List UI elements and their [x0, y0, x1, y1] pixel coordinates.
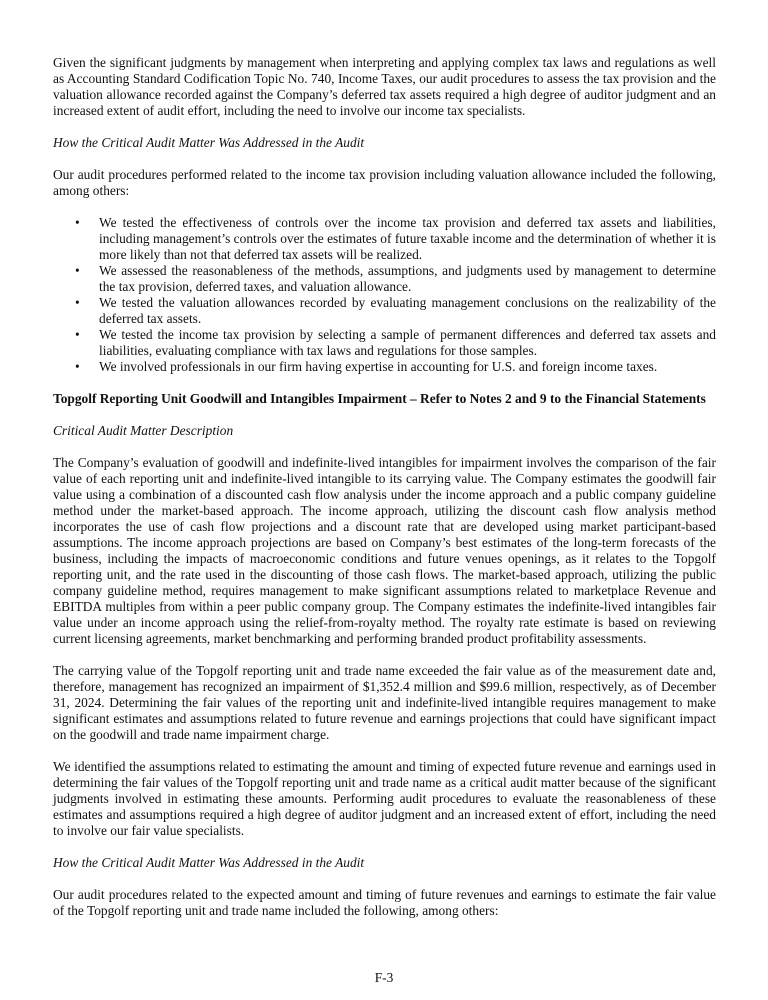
bullet-icon: •: [75, 215, 80, 230]
bullet-icon: •: [75, 327, 80, 342]
list-item-text: We tested the income tax provision by selecting a sample of permanent differences and deferred tax assets and liabilities, evaluating compliance with tax laws and regulations for those samples.: [99, 327, 716, 358]
description-paragraph-2: The carrying value of the Topgolf reporting unit and trade name exceeded the fair value as of the measurement date and, therefore, management has recognized an impairment of $1,352.4 million and $99.6 million, respectively, as of December 31, 2024. Determining the fair values of the reporting unit and indefinite-lived intangible requires management to make significant estimates and assumptions related to future revenue and earnings projections that could have significant impact on the goodwill and trade name impairment charge.: [53, 663, 716, 742]
list-item-text: We tested the valuation allowances recorded by evaluating management conclusions on the realizability of the deferred tax assets.: [99, 295, 716, 326]
section-heading-how-addressed: How the Critical Audit Matter Was Addressed in the Audit: [53, 135, 365, 150]
list-item: [53, 327, 716, 359]
bullet-icon: •: [75, 295, 80, 310]
list-item: [53, 295, 716, 327]
list-item-text: We involved professionals in our firm having expertise in accounting for U.S. and foreign income taxes.: [99, 359, 658, 374]
procedures-intro: Our audit procedures performed related to the income tax provision including valuation allowance included the following, among others:: [53, 167, 716, 198]
list-item-text: We assessed the reasonableness of the methods, assumptions, and judgments used by management to determine the tax provision, deferred taxes, and valuation allowance.: [99, 263, 716, 294]
document-page: [53, 55, 716, 935]
procedures-intro-2: Our audit procedures related to the expected amount and timing of future revenues and earnings to estimate the fair value of the Topgolf reporting unit and trade name included the following, among others:: [53, 887, 716, 918]
procedures-list: [53, 215, 716, 375]
intro-paragraph: Given the significant judgments by management when interpreting and applying complex tax laws and regulations as well as Accounting Standard Codification Topic No. 740, Income Taxes, our audit procedures to assess the tax provision and the valuation allowance recorded against the Company’s deferred tax assets required a high degree of auditor judgment and an increased extent of audit effort, including the need to involve our income tax specialists.: [53, 55, 716, 118]
section-heading-description: Critical Audit Matter Description: [53, 423, 234, 438]
list-item-text: We tested the effectiveness of controls over the income tax provision and deferred tax assets and liabilities, including management’s controls over the estimates of future taxable income and the determination of whether it is more likely than not that deferred tax assets will be realized.: [99, 215, 716, 262]
list-item: [53, 263, 716, 295]
section-title-topgolf-impairment: Topgolf Reporting Unit Goodwill and Intangibles Impairment – Refer to Notes 2 and 9 to the Financial Statements: [53, 391, 706, 406]
page-number: F-3: [374, 970, 394, 985]
list-item: [53, 215, 716, 263]
bullet-icon: •: [75, 263, 80, 278]
description-paragraph-3: We identified the assumptions related to estimating the amount and timing of expected future revenue and earnings used in determining the fair values of the Topgolf reporting unit and trade name as a critical audit matter because of the significant judgments involved in estimating these amounts. Performing audit procedures to evaluate the reasonableness of these estimates and assumptions required a high degree of auditor judgment and an increased extent of effort, including the need to involve our fair value specialists.: [53, 759, 716, 838]
bullet-icon: •: [75, 359, 80, 374]
list-item: [53, 359, 716, 375]
description-paragraph-1: The Company’s evaluation of goodwill and indefinite-lived intangibles for impairment involves the comparison of the fair value of each reporting unit and indefinite-lived intangible to its carrying value. The Company estimates the goodwill fair value using a combination of a discounted cash flow analysis under the income approach and a public company guideline method under the market-based approach. The income approach, utilizing the discount cash flow analysis method incorporates the use of cash flow projections and a discount rate that are developed using market participant-based assumptions. The income approach projections are based on Company’s best estimates of the long-term forecasts of the business, including the impacts of macroeconomic conditions and future venues openings, as it relates to the Topgolf reporting unit, and the rate used in the discounting of those cash flows. The market-based approach, utilizing the public company guideline method, requires management to make significant assumptions related to marketplace Revenue and EBITDA multiples from within a peer public company group. The Company estimates the indefinite-lived intangibles fair value under an income approach using the relief-from-royalty method. The royalty rate estimate is based on reviewing current licensing agreements, market benchmarking and performing branded product profitability assessments.: [53, 455, 716, 646]
section-heading-how-addressed-2: How the Critical Audit Matter Was Addressed in the Audit: [53, 855, 365, 870]
